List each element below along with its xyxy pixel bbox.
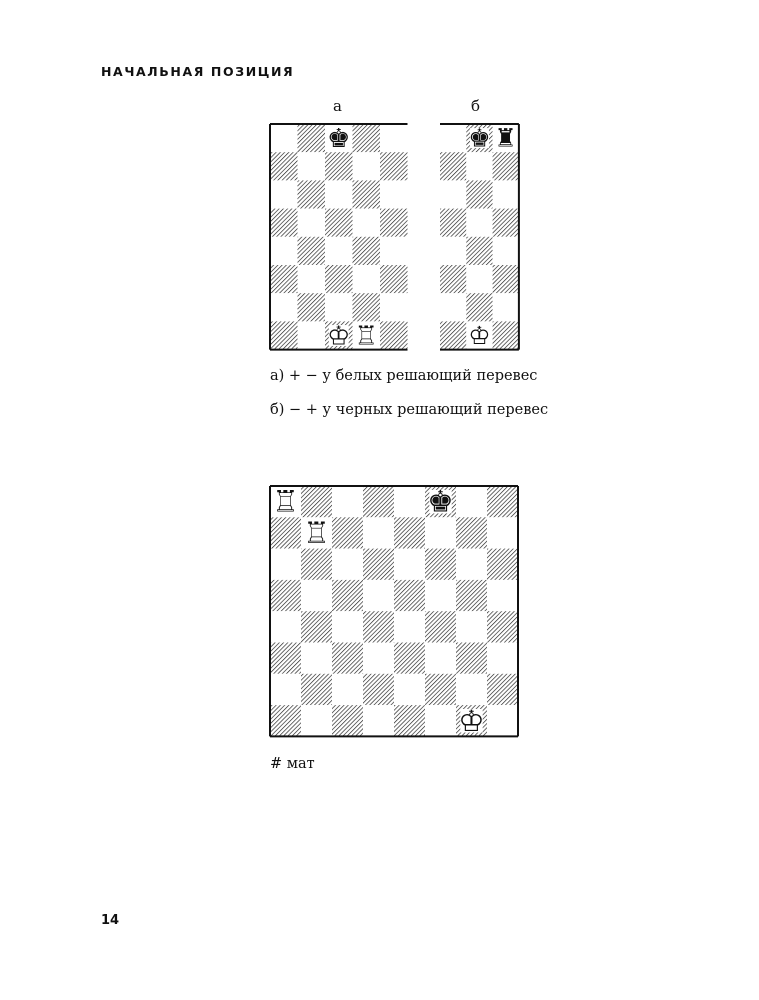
board-square-a6: [270, 180, 298, 208]
board-square-c2: [325, 293, 353, 321]
board-square-b5: [466, 209, 492, 237]
board-square-g3: [456, 643, 487, 674]
chess-diagram-mate: [270, 486, 518, 737]
board-square-a5: [270, 580, 301, 611]
board-square-c5: [493, 209, 519, 237]
white-rook-icon: ♖: [303, 515, 330, 550]
board-square-b6: [466, 180, 492, 208]
board-square-a4: [270, 611, 301, 642]
board-square-f4: [425, 611, 456, 642]
caption-b: б) − + у черных решающий перевес: [270, 402, 549, 418]
board-square-b2: [298, 293, 326, 321]
board-square-f6: [425, 549, 456, 580]
diagram-b-label: б: [471, 97, 481, 115]
board-square-e8: [380, 124, 408, 152]
board-square-c4: [332, 611, 363, 642]
board-square-d6: [353, 180, 381, 208]
board-square-d8: [363, 486, 394, 517]
board-square-d7: [363, 517, 394, 548]
board-square-b4: [466, 237, 492, 265]
board-square-f2: [425, 674, 456, 705]
board-square-f3: [425, 643, 456, 674]
board-square-e6: [380, 180, 408, 208]
board-square-b1: [301, 705, 332, 736]
board-square-d3: [363, 643, 394, 674]
board-square-a7: [270, 152, 298, 180]
board-square-b4: [298, 237, 326, 265]
board-square-c4: [493, 237, 519, 265]
board-square-e4: [394, 611, 425, 642]
board-square-c5: [332, 580, 363, 611]
board-square-d2: [353, 293, 381, 321]
board-square-c7: [332, 517, 363, 548]
black-king-icon: ♚: [427, 484, 454, 519]
board-square-h4: [487, 611, 518, 642]
board-square-c5: [325, 209, 353, 237]
board-square-a7: [270, 517, 301, 548]
board-square-b8: [301, 486, 332, 517]
black-rook-icon: ♜: [494, 123, 517, 153]
page-header: НАЧАЛЬНАЯ ПОЗИЦИЯ: [101, 64, 295, 79]
board-square-d3: [353, 265, 381, 293]
board-square-a1: [270, 705, 301, 736]
board-square-e8: [394, 486, 425, 517]
board-square-c3: [332, 643, 363, 674]
white-rook-icon: ♖: [354, 321, 378, 352]
board-square-c8: [332, 486, 363, 517]
board-square-a8: [270, 124, 298, 152]
board-square-a7: [440, 152, 466, 180]
board-square-d7: [353, 152, 381, 180]
board-square-d2: [363, 674, 394, 705]
board-square-h3: [487, 643, 518, 674]
board-square-f5: [425, 580, 456, 611]
page-number: 14: [101, 913, 120, 928]
board-square-b3: [301, 643, 332, 674]
board-square-a3: [270, 265, 298, 293]
black-king-icon: ♚: [327, 123, 351, 154]
board-square-h8: [487, 486, 518, 517]
board-square-c3: [493, 265, 519, 293]
board-square-b7: [298, 152, 326, 180]
board-square-c2: [493, 293, 519, 321]
board-square-a5: [440, 209, 466, 237]
board-square-d4: [363, 611, 394, 642]
board-square-e5: [380, 209, 408, 237]
board-square-h6: [487, 549, 518, 580]
board-square-c6: [325, 180, 353, 208]
white-king-icon: ♔: [458, 703, 485, 738]
board-square-b2: [301, 674, 332, 705]
board-square-e1: [394, 705, 425, 736]
board-square-b6: [298, 180, 326, 208]
board-square-d5: [363, 580, 394, 611]
board-square-e7: [380, 152, 408, 180]
board-square-e6: [394, 549, 425, 580]
board-square-g2: [456, 674, 487, 705]
board-square-d6: [363, 549, 394, 580]
board-square-e2: [380, 293, 408, 321]
board-square-d1: [363, 705, 394, 736]
board-square-g8: [456, 486, 487, 517]
board-square-a2: [270, 674, 301, 705]
board-square-g4: [456, 611, 487, 642]
board-square-a5: [270, 209, 298, 237]
board-square-c1: [493, 321, 519, 349]
board-square-e2: [394, 674, 425, 705]
white-king-icon: ♔: [327, 321, 351, 352]
board-square-c7: [493, 152, 519, 180]
board-square-b3: [298, 265, 326, 293]
board-square-a3: [270, 643, 301, 674]
board-square-c7: [325, 152, 353, 180]
board-square-c6: [332, 549, 363, 580]
board-square-g5: [456, 580, 487, 611]
board-square-d8: [353, 124, 381, 152]
board-square-b1: [298, 321, 326, 349]
board-square-c2: [332, 674, 363, 705]
board-square-b7: [466, 152, 492, 180]
board-square-e5: [394, 580, 425, 611]
board-square-c1: [332, 705, 363, 736]
board-square-g7: [456, 517, 487, 548]
board-square-c3: [325, 265, 353, 293]
chess-diagram-a: [270, 124, 401, 350]
board-square-a2: [270, 293, 298, 321]
board-square-g6: [456, 549, 487, 580]
board-square-a6: [270, 549, 301, 580]
board-square-a6: [440, 180, 466, 208]
board-square-h1: [487, 705, 518, 736]
board-square-a8: [440, 124, 466, 152]
board-square-h2: [487, 674, 518, 705]
board-square-e3: [380, 265, 408, 293]
board-square-h5: [487, 580, 518, 611]
board-square-a1: [270, 321, 298, 349]
board-square-b3: [466, 265, 492, 293]
board-square-b6: [301, 549, 332, 580]
board-square-h7: [487, 517, 518, 548]
white-king-icon: ♔: [468, 320, 491, 350]
board-square-a4: [440, 237, 466, 265]
board-square-a3: [440, 265, 466, 293]
diagram-a-label: а: [333, 97, 342, 115]
board-square-a2: [440, 293, 466, 321]
board-square-e4: [380, 237, 408, 265]
board-square-d5: [353, 209, 381, 237]
board-square-f1: [425, 705, 456, 736]
black-king-icon: ♚: [468, 123, 491, 153]
board-square-d4: [353, 237, 381, 265]
caption-mate: # мат: [270, 756, 315, 772]
board-square-b8: [298, 124, 326, 152]
board-square-b5: [301, 580, 332, 611]
board-square-e3: [394, 643, 425, 674]
white-rook-icon: ♖: [272, 484, 299, 519]
board-square-c4: [325, 237, 353, 265]
board-square-b5: [298, 209, 326, 237]
caption-a: а) + − у белых решающий перевес: [270, 368, 538, 384]
board-square-b2: [466, 293, 492, 321]
board-square-e7: [394, 517, 425, 548]
chess-diagram-b: [440, 124, 519, 350]
board-square-b4: [301, 611, 332, 642]
board-square-e1: [380, 321, 408, 349]
board-square-f7: [425, 517, 456, 548]
board-square-a1: [440, 321, 466, 349]
board-square-a4: [270, 237, 298, 265]
board-square-c6: [493, 180, 519, 208]
